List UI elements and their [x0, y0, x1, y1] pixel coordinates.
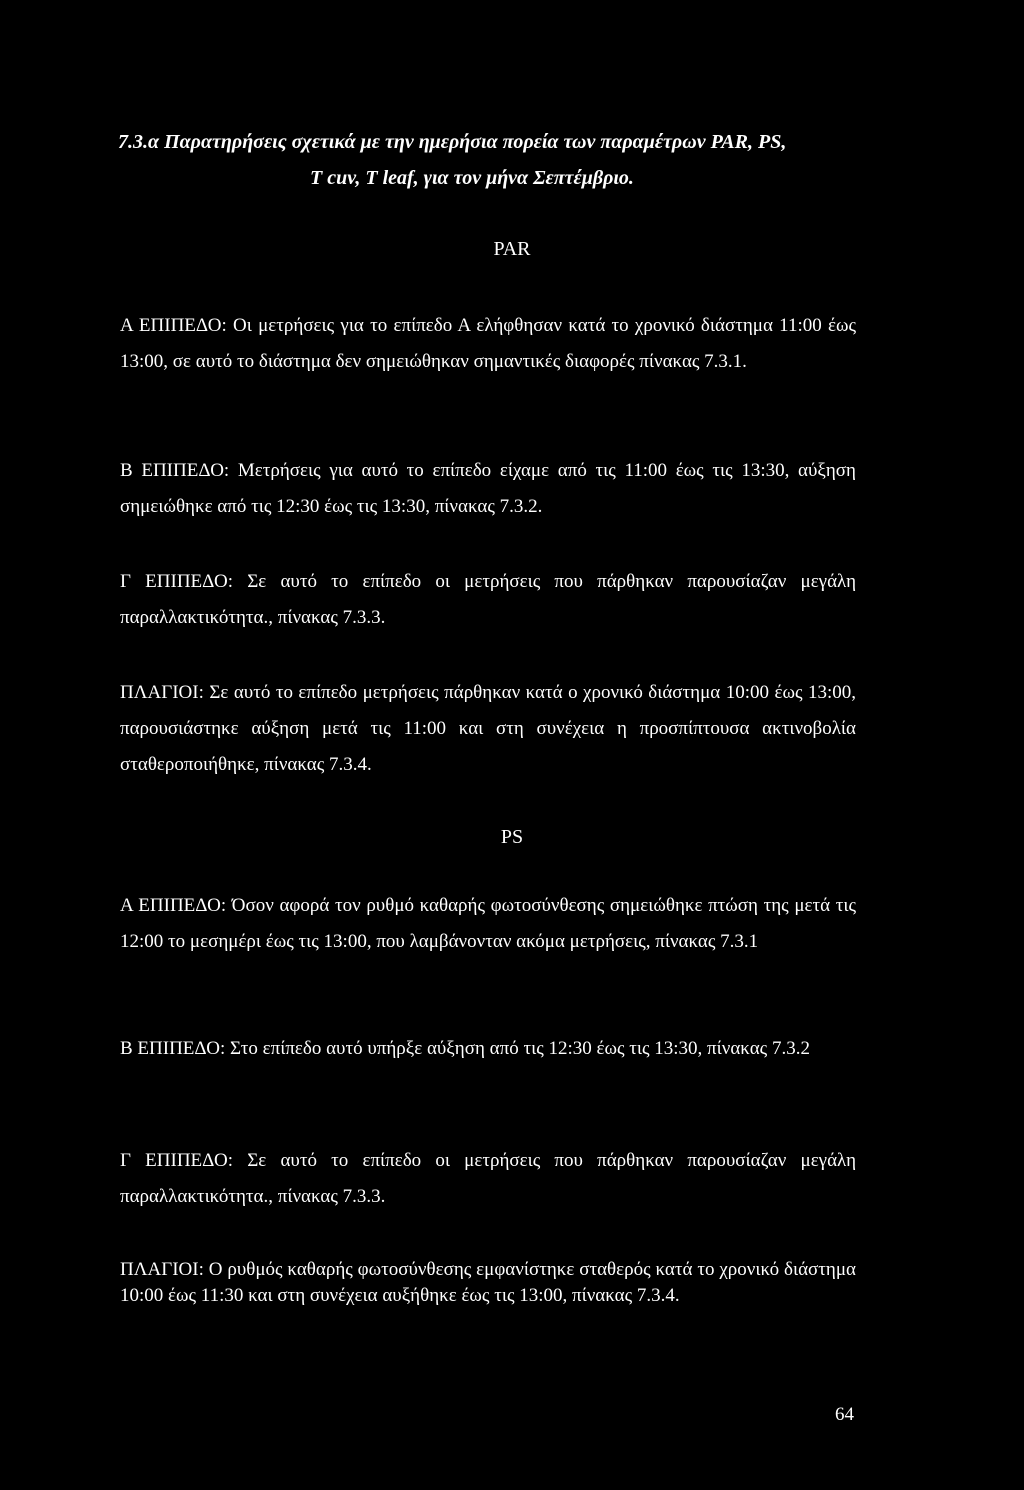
par-paragraph-a: Α ΕΠΙΠΕΔΟ: Οι μετρήσεις για το επίπεδο Α ελήφθησαν κατά το χρονικό διάστημα 11:00 έως 13:00, σε αυτό το διάστημα δεν σημειώθηκαν σημαντικές διαφορές πίνακας 7.3.1.: [120, 315, 856, 372]
ps-paragraph-side: ΠΛΑΓΙΟΙ: Ο ρυθμός καθαρής φωτοσύνθεσης εμφανίστηκε σταθερός κατά το χρονικό διάστημα 10:00 έως 11:30 και στη συνέχεια αυξήθηκε έως τις 13:00, πίνακας 7.3.4.: [120, 1259, 856, 1306]
section-heading: [118, 124, 878, 196]
page-number: 64: [835, 1404, 854, 1425]
heading-line-2: T cuv, T leaf, για τον μήνα Σεπτέμβριο.: [310, 167, 634, 189]
ps-paragraph-c: Γ ΕΠΙΠΕΔΟ: Σε αυτό το επίπεδο οι μετρήσεις που πάρθηκαν παρουσίαζαν μεγάλη παραλλακτικότητα., πίνακας 7.3.3.: [120, 1150, 856, 1207]
par-paragraph-side: ΠΛΑΓΙΟΙ: Σε αυτό το επίπεδο μετρήσεις πάρθηκαν κατά ο χρονικό διάστημα 10:00 έως 13:00, παρουσιάστηκε αύξηση μετά τις 11:00 και στη συνέχεια η προσπίπτουσα ακτινοβολία σταθεροποιήθηκε, πίνακας 7.3.4.: [120, 682, 856, 775]
par-paragraph-b: Β ΕΠΙΠΕΔΟ: Μετρήσεις για αυτό το επίπεδο είχαμε από τις 11:00 έως τις 13:30, αύξηση σημειώθηκε από τις 12:30 έως τις 13:30, πίνακας 7.3.2.: [120, 460, 856, 517]
ps-paragraph-a: Α ΕΠΙΠΕΔΟ: Όσον αφορά τον ρυθμό καθαρής φωτοσύνθεσης σημειώθηκε πτώση της μετά τις 12:00 το μεσημέρι έως τις 13:00, που λαμβάνονταν ακόμα μετρήσεις, πίνακας 7.3.1: [120, 895, 856, 952]
par-paragraph-c: Γ ΕΠΙΠΕΔΟ: Σε αυτό το επίπεδο οι μετρήσεις που πάρθηκαν παρουσίαζαν μεγάλη παραλλακτικότητα., πίνακας 7.3.3.: [120, 571, 856, 628]
ps-section-title: PS: [500, 826, 524, 848]
ps-paragraph-b: Β ΕΠΙΠΕΔΟ: Στο επίπεδο αυτό υπήρξε αύξηση από τις 12:30 έως τις 13:30, πίνακας 7.3.2: [120, 1038, 810, 1059]
heading-line-1: 7.3.α Παρατηρήσεις σχετικά με την ημερήσια πορεία των παραμέτρων PAR, PS,: [118, 131, 787, 153]
par-section-title: PAR: [493, 238, 531, 260]
